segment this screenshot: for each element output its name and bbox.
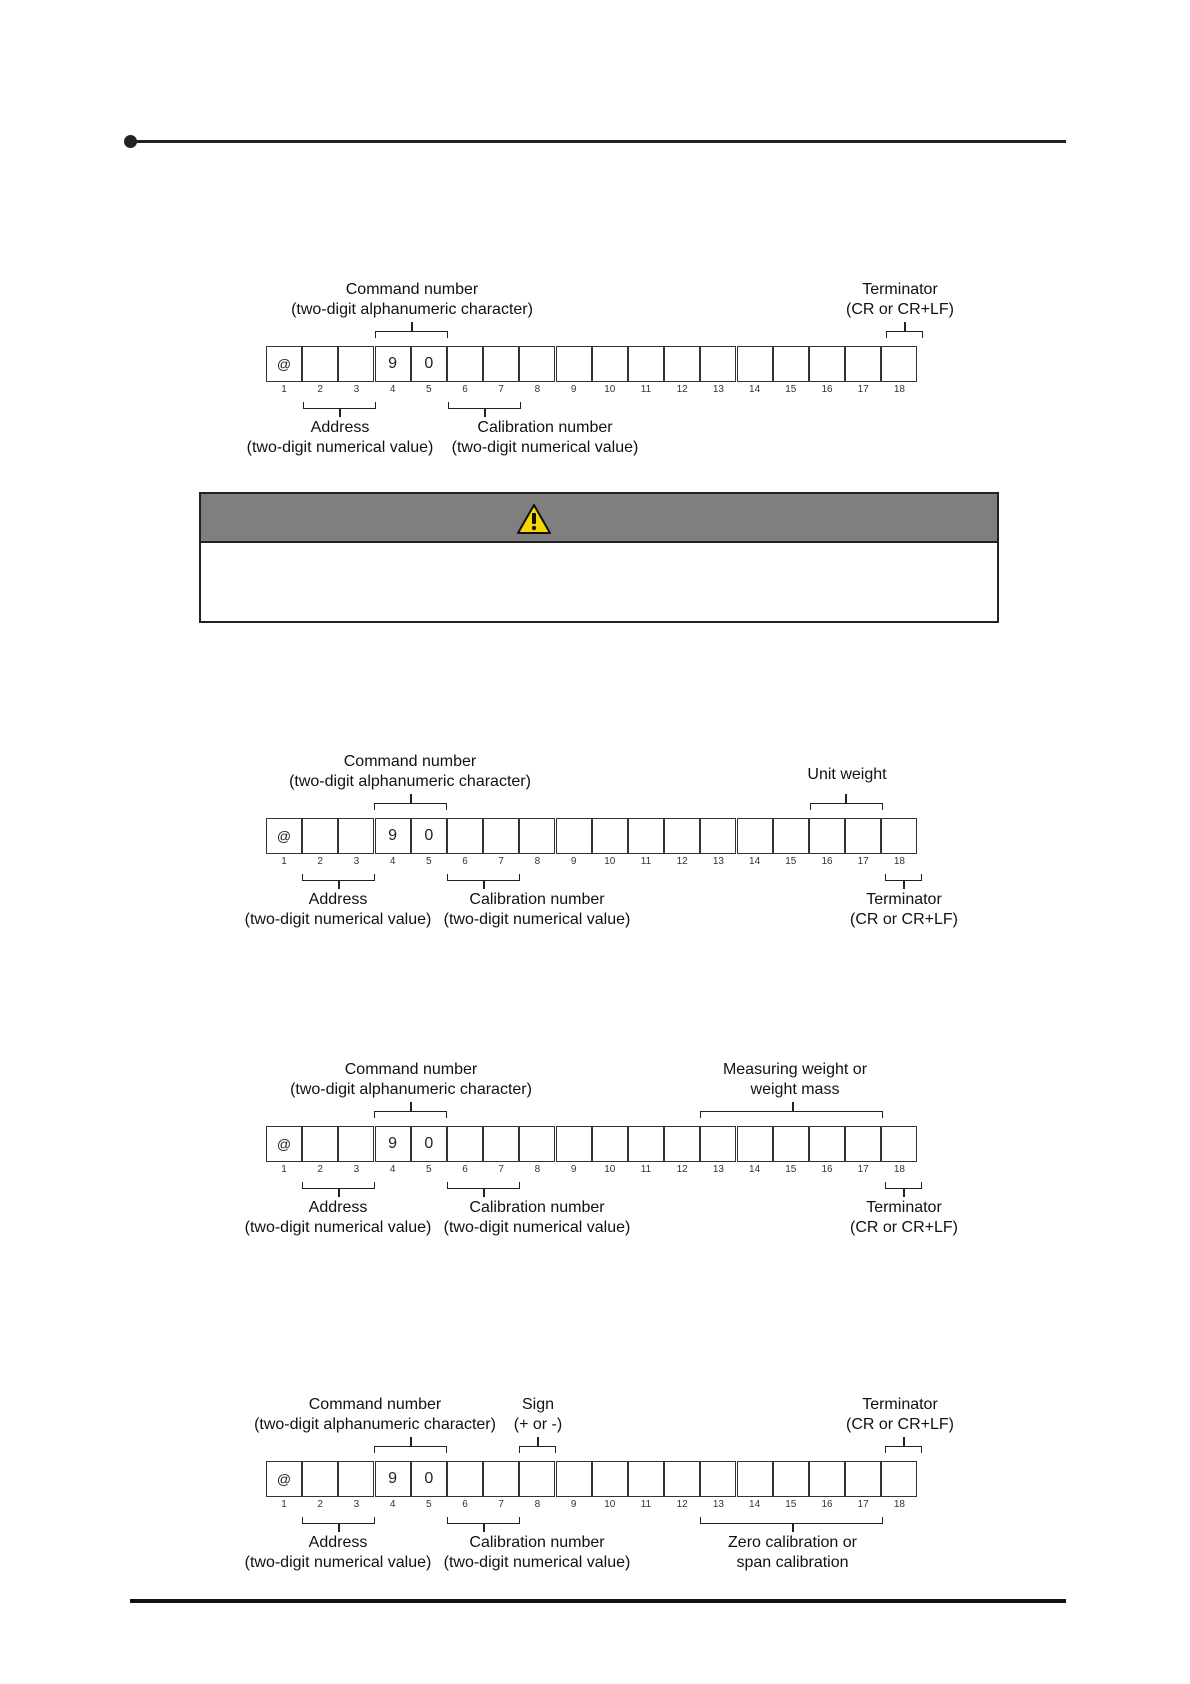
cell-index: 15: [785, 1499, 797, 1510]
cell-index: 12: [676, 856, 688, 867]
frame-cell: [592, 1461, 628, 1497]
calibration-bracket-tick: [483, 1523, 485, 1532]
cell-index: 2: [317, 1164, 323, 1175]
footer-rule: [130, 1599, 1066, 1603]
terminator-bracket-tick: [903, 1188, 905, 1197]
frame-cell: [664, 818, 700, 854]
caution-header: [201, 494, 997, 543]
cell-index: 6: [462, 1164, 468, 1175]
cell-index: 18: [893, 1499, 905, 1510]
frame-cell: @: [266, 1461, 302, 1497]
address-label: Address (two-digit numerical value): [244, 1534, 432, 1571]
cell-index: 5: [426, 1499, 432, 1510]
frame-cell: [737, 818, 773, 854]
address-bracket-tick: [338, 880, 340, 889]
cell-index: 14: [749, 384, 761, 395]
cell-index: 3: [353, 384, 360, 395]
cell-index: 2: [317, 856, 323, 867]
frame-cell: [845, 818, 881, 854]
frame-cell: [773, 1126, 809, 1162]
cell-index: 15: [785, 384, 797, 395]
frame-cell: [700, 346, 736, 382]
calibration-bracket-tick: [483, 1188, 485, 1197]
frame-cell: [338, 346, 374, 382]
frame-cell: [338, 1461, 374, 1497]
command-label: Command number (two-digit alphanumeric character): [289, 753, 531, 790]
caution-box: [199, 492, 999, 623]
frame-cell: [302, 818, 338, 854]
frame-cell: [447, 818, 483, 854]
cell-index: 17: [857, 384, 869, 395]
frame-cell: 0: [411, 1461, 447, 1497]
frame-cell: [664, 1126, 700, 1162]
cell-index: 17: [857, 856, 869, 867]
cell-index: 8: [534, 1164, 541, 1175]
frame-cell: [881, 1126, 917, 1162]
frame-cell: [338, 818, 374, 854]
caution-body: [201, 543, 997, 621]
cell-index: 18: [893, 856, 905, 867]
cell-index: 12: [676, 1499, 688, 1510]
cell-index: 14: [749, 856, 761, 867]
cell-index: 1: [281, 856, 287, 867]
frame-cell: [628, 1126, 664, 1162]
frame-diagram-measuring-weight: [0, 1060, 1190, 1260]
cell-index: 6: [462, 1499, 468, 1510]
cell-index: 4: [389, 856, 396, 867]
cell-index: 1: [281, 1164, 287, 1175]
command-bracket-tick: [410, 1437, 412, 1446]
command-bracket: [374, 1111, 447, 1118]
calibration-bracket-tick: [484, 408, 486, 417]
terminator-label: Terminator (CR or CR+LF): [849, 891, 958, 928]
cell-index: 10: [604, 384, 616, 395]
cell-index: 16: [821, 1164, 833, 1175]
frame-diagram-sign: [0, 1395, 1190, 1595]
frame-cell: [592, 1126, 628, 1162]
cell-index: 2: [317, 1499, 323, 1510]
cell-index: 7: [498, 1164, 504, 1175]
command-label: Command number (two-digit alphanumeric character): [291, 281, 533, 318]
cell-index: 9: [570, 384, 577, 395]
cell-index: 4: [389, 1499, 396, 1510]
cell-index: 4: [389, 1164, 396, 1175]
measuring-weight-bracket: [700, 1111, 883, 1118]
command-bracket-tick: [411, 322, 413, 331]
frame-cell: [845, 346, 881, 382]
cell-index: 5: [426, 384, 432, 395]
cell-index: 16: [821, 1499, 833, 1510]
cell-index: 9: [570, 856, 577, 867]
frame-cell: [483, 1461, 519, 1497]
frame-cell: 9: [375, 346, 411, 382]
address-label: Address (two-digit numerical value): [244, 1199, 432, 1236]
cell-index: 1: [281, 384, 287, 395]
address-bracket-tick: [338, 1523, 340, 1532]
frame-cell: [737, 346, 773, 382]
frame-cell: [483, 346, 519, 382]
cell-index: 2: [317, 384, 323, 395]
frame-cell: [773, 818, 809, 854]
frame-cell: [592, 346, 628, 382]
cell-index: 4: [389, 384, 396, 395]
cell-index: 16: [821, 384, 833, 395]
address-label: Address (two-digit numerical value): [244, 891, 432, 928]
frame-cell: [519, 818, 555, 854]
address-bracket-tick: [338, 1188, 340, 1197]
frame-cell: @: [266, 1126, 302, 1162]
calibration-label: Calibration number (two-digit numerical value): [443, 1199, 631, 1236]
frame-cell: [519, 1126, 555, 1162]
cell-index: 14: [749, 1499, 761, 1510]
cell-index: 8: [534, 856, 541, 867]
frame-cell: [809, 1126, 845, 1162]
sign-bracket: [519, 1446, 556, 1453]
frame-cell: 0: [411, 346, 447, 382]
cell-index: 13: [712, 1499, 724, 1510]
frame-cell: [700, 1461, 736, 1497]
cell-index: 7: [498, 856, 504, 867]
terminator-label: Terminator (CR or CR+LF): [845, 1396, 954, 1433]
cell-index: 13: [712, 856, 724, 867]
cell-index: 15: [785, 856, 797, 867]
frame-cell: [809, 346, 845, 382]
cell-index: 10: [604, 856, 616, 867]
frame-cell: 0: [411, 818, 447, 854]
frame-cell: [700, 818, 736, 854]
cell-index: 14: [749, 1164, 761, 1175]
frame-cell: [809, 818, 845, 854]
frame-cell: 0: [411, 1126, 447, 1162]
frame-cell: [664, 1461, 700, 1497]
sign-label: Sign (+ or -): [513, 1396, 563, 1433]
frame-cell: [809, 1461, 845, 1497]
cell-index: 3: [353, 856, 360, 867]
address-label: Address (two-digit numerical value): [246, 419, 434, 456]
frame-cell: [483, 818, 519, 854]
cell-index: 12: [676, 1164, 688, 1175]
cell-index: 13: [712, 1164, 724, 1175]
frame-cell: [556, 818, 592, 854]
cell-index: 11: [640, 856, 652, 867]
frame-cell: [845, 1126, 881, 1162]
cell-index: 17: [857, 1164, 869, 1175]
cell-index: 11: [640, 1499, 652, 1510]
frame-cell: [773, 1461, 809, 1497]
warning-triangle-icon: [516, 503, 552, 535]
cell-index: 7: [498, 1499, 504, 1510]
cell-index: 12: [676, 384, 688, 395]
frame-cell: [628, 818, 664, 854]
calibration-bracket-tick: [483, 880, 485, 889]
frame-cell: @: [266, 818, 302, 854]
cell-index: 8: [534, 384, 541, 395]
cell-index: 11: [640, 1164, 652, 1175]
cell-index: 10: [604, 1499, 616, 1510]
address-bracket-tick: [339, 408, 341, 417]
frame-cell: [447, 1126, 483, 1162]
frame-cell: [628, 346, 664, 382]
zero-span-bracket-tick: [792, 1523, 794, 1532]
cell-index: 11: [640, 384, 652, 395]
cell-index: 6: [462, 856, 468, 867]
cell-index: 16: [821, 856, 833, 867]
terminator-bracket-tick: [904, 322, 906, 331]
header-rule: [130, 140, 1066, 143]
frame-cell: 9: [375, 1461, 411, 1497]
unit-weight-bracket: [810, 803, 883, 810]
command-bracket: [374, 803, 447, 810]
frame-cell: [628, 1461, 664, 1497]
frame-cell: [773, 346, 809, 382]
sign-bracket-tick: [537, 1437, 539, 1446]
command-bracket-tick: [410, 794, 412, 803]
frame-cell: [447, 1461, 483, 1497]
calibration-label: Calibration number (two-digit numerical value): [443, 891, 631, 928]
cell-index: 5: [426, 1164, 432, 1175]
calibration-label: Calibration number (two-digit numerical value): [451, 419, 639, 456]
zero-span-label: Zero calibration or span calibration: [728, 1534, 857, 1571]
cell-index: 15: [785, 1164, 797, 1175]
measuring-weight-bracket-tick: [792, 1102, 794, 1111]
frame-cell: [881, 1461, 917, 1497]
frame-cell: [519, 346, 555, 382]
command-bracket-tick: [410, 1102, 412, 1111]
frame-cell: [737, 1461, 773, 1497]
cell-index: 18: [893, 1164, 905, 1175]
terminator-bracket-tick: [903, 880, 905, 889]
cell-index: 9: [570, 1164, 577, 1175]
frame-cell: [556, 1461, 592, 1497]
frame-cell: 9: [375, 818, 411, 854]
cell-index: 9: [570, 1499, 577, 1510]
cell-index: 18: [893, 384, 905, 395]
frame-cell: [556, 346, 592, 382]
cell-index: 3: [353, 1499, 360, 1510]
cell-index: 10: [604, 1164, 616, 1175]
frame-cell: [664, 346, 700, 382]
calibration-label: Calibration number (two-digit numerical value): [443, 1534, 631, 1571]
measuring-weight-label: Measuring weight or weight mass: [722, 1061, 868, 1098]
frame-cell: [519, 1461, 555, 1497]
terminator-bracket: [885, 1446, 922, 1453]
cell-index: 17: [857, 1499, 869, 1510]
cell-index: 8: [534, 1499, 541, 1510]
unit-weight-bracket-tick: [845, 794, 847, 803]
frame-cell: [737, 1126, 773, 1162]
frame-cell: [881, 818, 917, 854]
terminator-bracket-tick: [903, 1437, 905, 1446]
cell-index: 7: [498, 384, 504, 395]
frame-cell: [483, 1126, 519, 1162]
frame-cell: [845, 1461, 881, 1497]
frame-cell: [700, 1126, 736, 1162]
frame-diagram-command: [0, 280, 1190, 480]
frame-cell: [447, 346, 483, 382]
frame-cell: [592, 818, 628, 854]
frame-cell: [338, 1126, 374, 1162]
cell-index: 1: [281, 1499, 287, 1510]
cell-index: 3: [353, 1164, 360, 1175]
frame-cell: [556, 1126, 592, 1162]
command-label: Command number (two-digit alphanumeric character): [290, 1061, 532, 1098]
command-bracket: [374, 1446, 447, 1453]
frame-cell: @: [266, 346, 302, 382]
cell-index: 13: [712, 384, 724, 395]
terminator-label: Terminator (CR or CR+LF): [845, 281, 954, 318]
frame-diagram-unit-weight: [0, 752, 1190, 952]
terminator-label: Terminator (CR or CR+LF): [849, 1199, 958, 1236]
cell-index: 6: [462, 384, 468, 395]
frame-cell: [302, 1461, 338, 1497]
frame-cell: [881, 346, 917, 382]
frame-cell: [302, 1126, 338, 1162]
command-label: Command number (two-digit alphanumeric character): [254, 1396, 496, 1433]
frame-cell: 9: [375, 1126, 411, 1162]
frame-cell: [302, 346, 338, 382]
cell-index: 5: [426, 856, 432, 867]
command-bracket: [375, 331, 448, 338]
unit-weight-label: Unit weight: [807, 766, 887, 783]
terminator-bracket: [886, 331, 923, 338]
